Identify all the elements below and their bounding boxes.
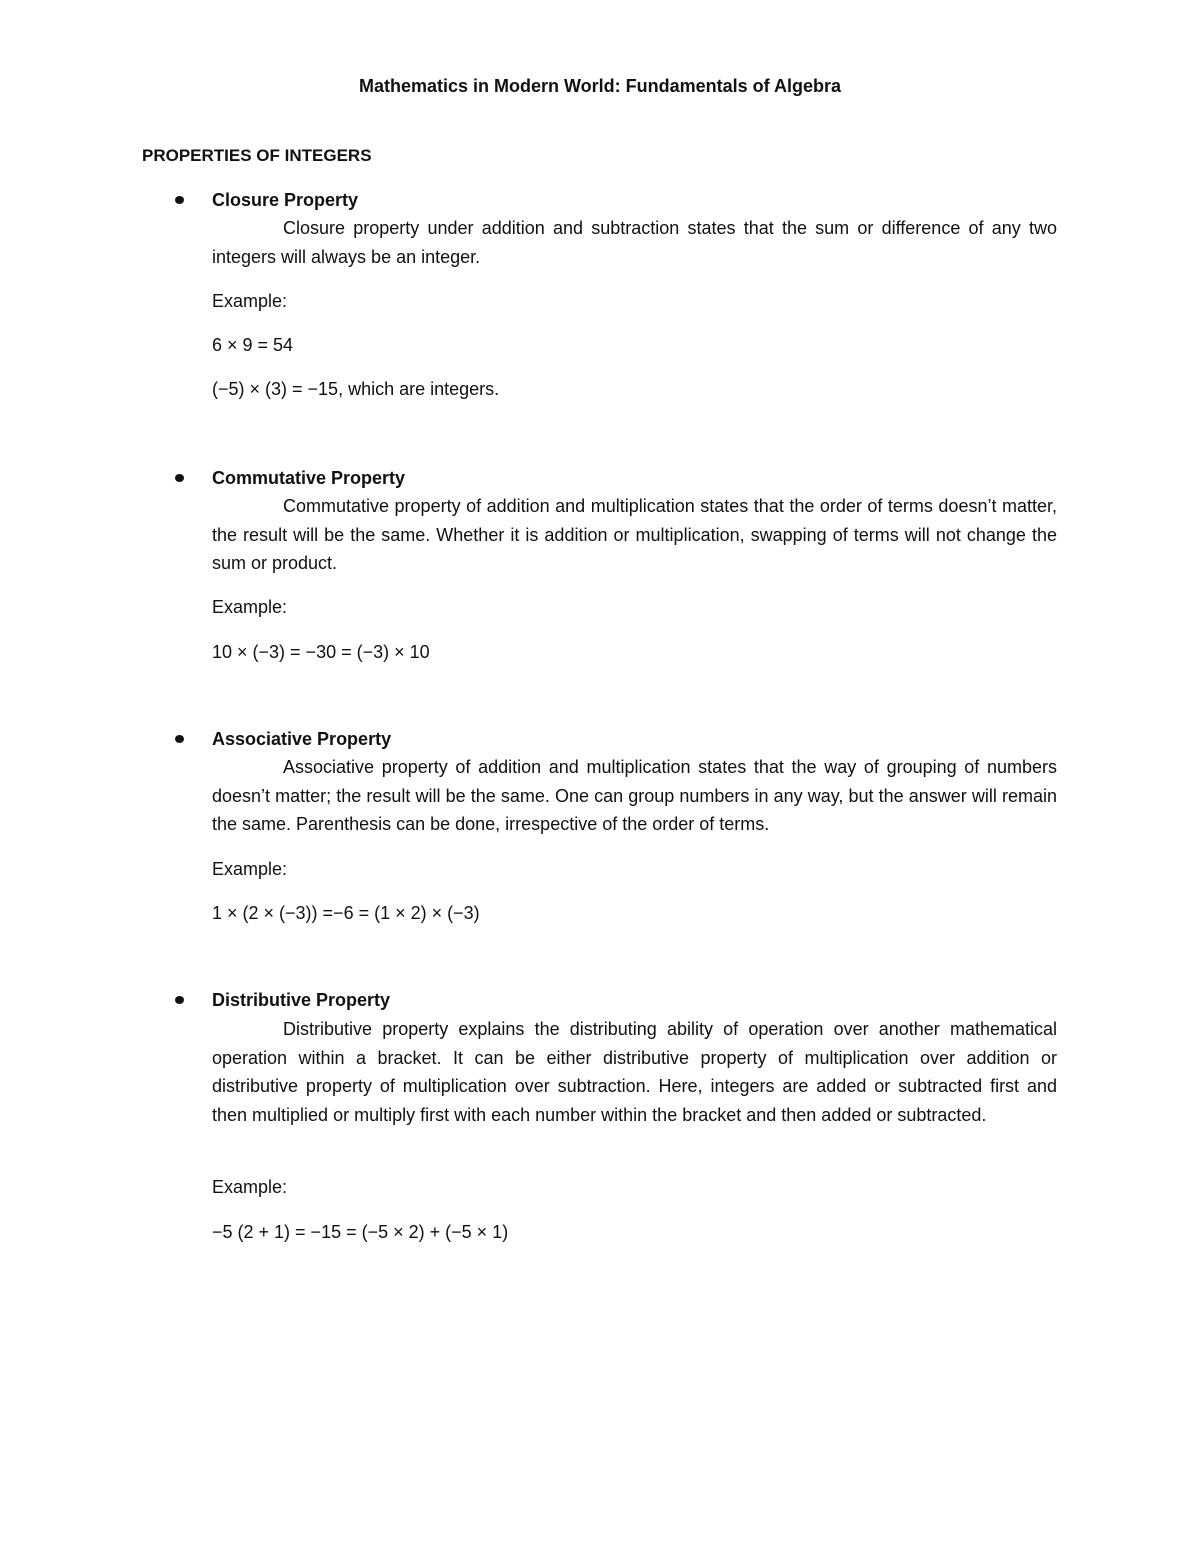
property-description: Associative property of addition and multiplication states that the way of grouping of numbers doesn’t matter; the result will be the same. One can group numbers in any way, but the answer will remain the same. Parenthesis can be done, irrespective of the order of terms. [212,757,1057,834]
section-heading: PROPERTIES OF INTEGERS [142,146,372,165]
property-description: Closure property under addition and subtraction states that the sum or difference of any two integers will always be an integer. [212,218,1057,267]
bullet-icon [175,996,184,1004]
bullet-icon [175,196,184,204]
property-description: Distributive property explains the distributing ability of operation over another mathematical operation within a bracket. It can be either distributive property of multiplication over addition or distributive property of multiplication over subtraction. Here, integers are added or subtracted first and then multiplied or multiply first with each number within the bracket and then added or subtracted. [212,1019,1057,1125]
example-line: 6 × 9 = 54 [212,335,294,355]
example-line: (−5) × (3) = −15, which are integers. [212,379,500,399]
bullet-icon [175,735,184,743]
example-line: 10 × (−3) = −30 = (−3) × 10 [212,642,430,662]
property-title: Associative Property [212,729,392,749]
example-label: Example: [212,597,288,617]
example-line: 1 × (2 × (−3)) =−6 = (1 × 2) × (−3) [212,903,480,923]
property-title: Distributive Property [212,990,391,1010]
example-label: Example: [212,291,288,311]
property-title: Closure Property [212,190,359,210]
property-title: Commutative Property [212,468,406,488]
page-title: Mathematics in Modern World: Fundamentals of Algebra [358,76,842,96]
example-line: −5 (2 + 1) = −15 = (−5 × 2) + (−5 × 1) [212,1222,509,1242]
bullet-icon [175,474,184,482]
property-description: Commutative property of addition and multiplication states that the order of terms doesn’t matter, the result will be the same. Whether it is addition or multiplication, swapping of terms will not change the sum or product. [212,496,1057,573]
example-label: Example: [212,859,288,879]
example-label: Example: [212,1177,288,1197]
